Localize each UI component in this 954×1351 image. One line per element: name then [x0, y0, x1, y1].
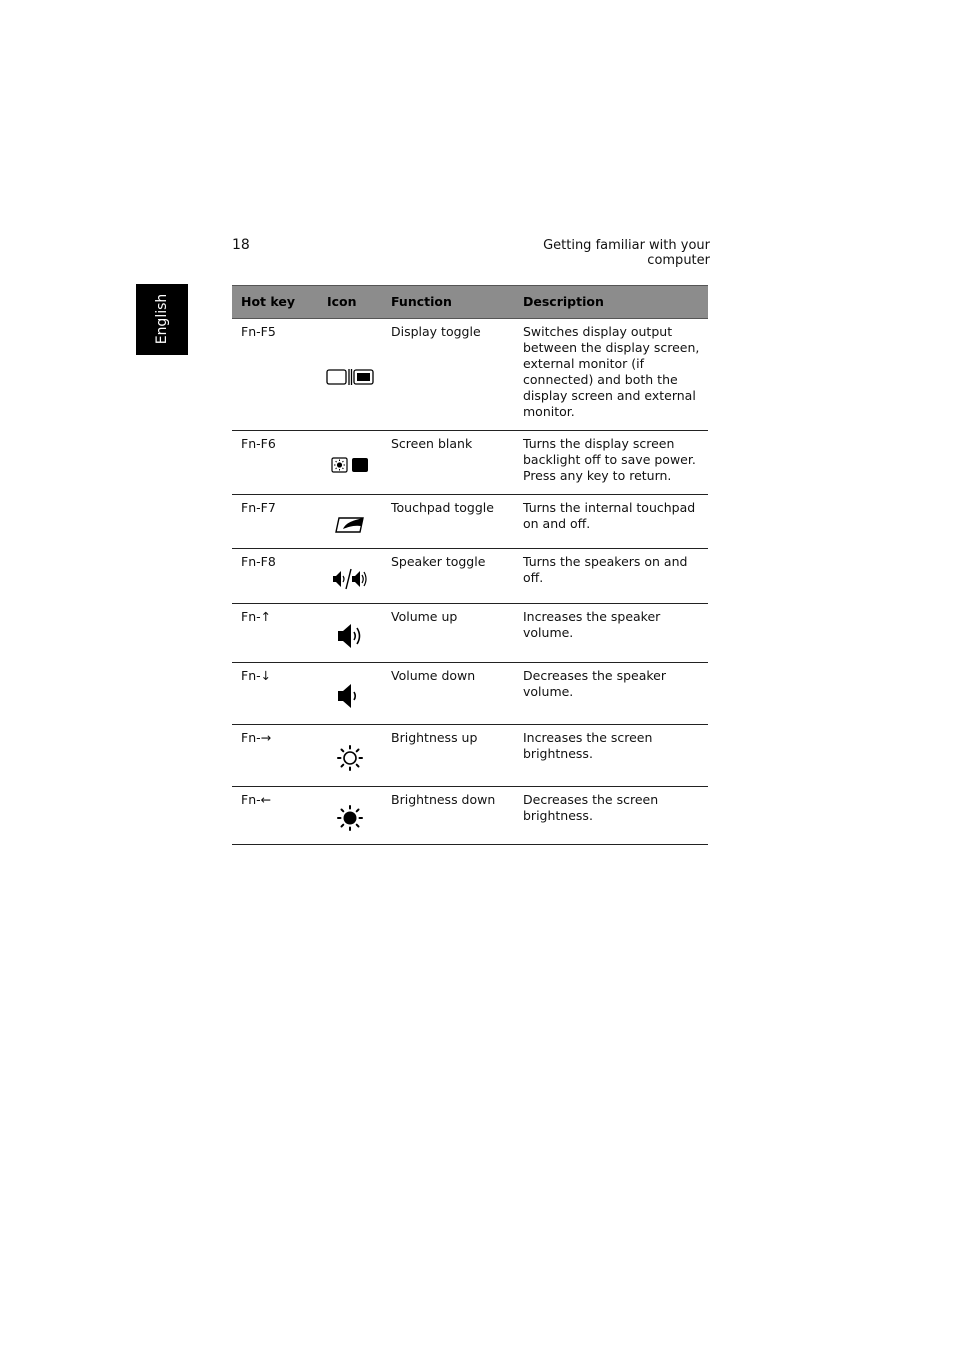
column-header-icon: Icon: [318, 286, 382, 319]
language-tab-label: English: [154, 293, 170, 345]
description-cell: Increases the speaker volume.: [514, 604, 708, 663]
speaker-toggle-icon: [332, 570, 368, 585]
table-row: [232, 319, 708, 431]
description-cell: Increases the screen brightness.: [514, 725, 708, 787]
function-cell: Speaker toggle: [382, 549, 514, 604]
description-cell: Turns the internal touchpad on and off.: [514, 495, 708, 549]
hotkey-cell: Fn-↓: [232, 663, 318, 725]
description-cell: Decreases the speaker volume.: [514, 663, 708, 725]
description-cell: Decreases the screen brightness.: [514, 787, 708, 845]
screen-blank-icon: [331, 457, 369, 472]
hotkey-cell: Fn-F6: [232, 431, 318, 495]
function-cell: Brightness up: [382, 725, 514, 787]
description-cell: Switches display output between the display screen, external monitor (if connected) and both the display screen and external monitor.: [514, 319, 708, 431]
description-cell: Turns the display screen backlight off to save power. Press any key to return.: [514, 431, 708, 495]
volume-down-icon: [336, 688, 364, 703]
table-header-row: [232, 286, 708, 319]
page-number: 18: [232, 237, 250, 253]
hotkey-cell: Fn-→: [232, 725, 318, 787]
display-toggle-icon: [326, 369, 374, 384]
column-header-hotkey: Hot key: [232, 286, 318, 319]
function-cell: Display toggle: [382, 319, 514, 431]
column-header-description: Description: [514, 286, 708, 319]
function-cell: Touchpad toggle: [382, 495, 514, 549]
table-row: [232, 431, 708, 495]
hotkey-cell: Fn-↑: [232, 604, 318, 663]
hotkey-table: [232, 285, 708, 845]
table-row: [232, 725, 708, 787]
hotkey-cell: Fn-F7: [232, 495, 318, 549]
hotkey-cell: Fn-←: [232, 787, 318, 845]
function-cell: Volume down: [382, 663, 514, 725]
touchpad-toggle-icon: [335, 516, 365, 531]
function-cell: Brightness down: [382, 787, 514, 845]
description-cell: Turns the speakers on and off.: [514, 549, 708, 604]
table-row: [232, 495, 708, 549]
brightness-up-icon: [336, 750, 364, 765]
table-row: [232, 604, 708, 663]
table-row: [232, 549, 708, 604]
table-row: [232, 663, 708, 725]
language-tab: [136, 284, 188, 355]
volume-up-icon: [336, 627, 364, 642]
brightness-down-icon: [336, 810, 364, 825]
hotkey-cell: Fn-F5: [232, 319, 318, 431]
hotkey-cell: Fn-F8: [232, 549, 318, 604]
column-header-function: Function: [382, 286, 514, 319]
table-row: [232, 787, 708, 845]
function-cell: Volume up: [382, 604, 514, 663]
running-title: Getting familiar with your computer: [543, 238, 710, 268]
function-cell: Screen blank: [382, 431, 514, 495]
